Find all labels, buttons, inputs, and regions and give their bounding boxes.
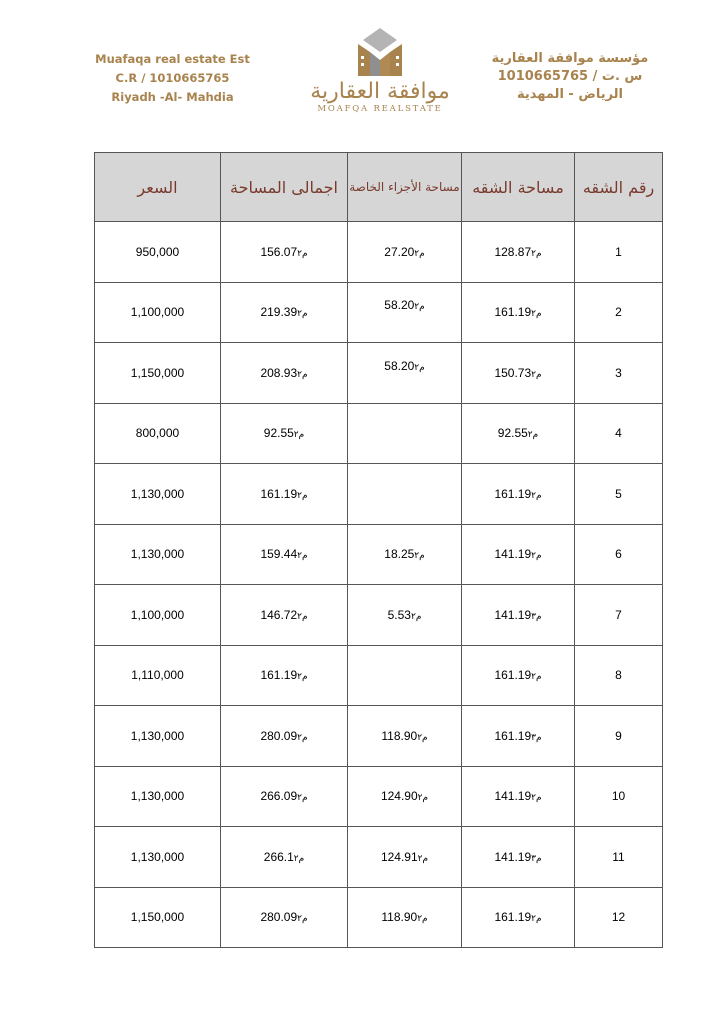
- cell-apartment-number: [575, 827, 663, 888]
- cell-total-area: [221, 766, 348, 827]
- cell-apartment-area-value: 161.19: [494, 305, 532, 320]
- cell-apartment-number: [575, 403, 663, 464]
- cell-price-value: 1,130,000: [130, 486, 185, 501]
- cell-apartment-area-unit: م٣: [531, 852, 542, 863]
- cell-private-area-unit: م٢: [417, 731, 428, 742]
- cell-private-area-value: 58.20: [384, 358, 415, 373]
- cell-private-area-unit: م٢: [417, 913, 428, 924]
- cell-apartment-area-value: 161.19: [494, 728, 532, 743]
- cell-price: [95, 464, 221, 525]
- cell-private-area-unit: م٢: [417, 852, 429, 863]
- cell-total-area: [221, 464, 348, 525]
- cell-price: [95, 706, 221, 767]
- company-name-ar: مؤسسة موافقة العقارية: [491, 51, 649, 66]
- cell-apartment-number: [575, 766, 663, 827]
- table-row: [95, 343, 663, 404]
- cell-price-value: 1,130,000: [130, 547, 185, 562]
- cell-private-area-value: 124.90: [380, 789, 418, 804]
- cell-apartment-area-unit: م٢: [531, 308, 542, 319]
- cell-apartment-number-value: 7: [615, 607, 622, 622]
- table-row: [95, 403, 663, 464]
- cell-apartment-area: [462, 282, 575, 343]
- cell-apartment-number: [575, 585, 663, 646]
- cell-private-area: [348, 887, 462, 948]
- cell-apartment-number-value: 5: [615, 486, 622, 501]
- apartment-price-table: [94, 152, 663, 948]
- cell-total-area-value: 159.44: [260, 547, 298, 562]
- cell-apartment-number: [575, 464, 663, 525]
- cell-total-area: [221, 887, 348, 948]
- cell-price: [95, 585, 221, 646]
- cell-apartment-area: [462, 766, 575, 827]
- cell-total-area-value: 156.07: [260, 244, 298, 259]
- table-row: [95, 222, 663, 283]
- cell-apartment-area: [462, 585, 575, 646]
- cell-private-area-unit: م٢: [414, 247, 425, 258]
- cell-total-area-value: 161.19: [260, 486, 298, 501]
- cell-apartment-area: [462, 524, 575, 585]
- header-total-area: اجمالى المساحة: [221, 153, 348, 222]
- cell-apartment-area-unit: م٢: [531, 247, 542, 258]
- cell-total-area-value: 280.09: [260, 910, 298, 925]
- cell-price-value: 1,150,000: [130, 365, 185, 380]
- cell-price-value: 1,100,000: [130, 607, 185, 622]
- cell-total-area-value: 266.09: [260, 789, 298, 804]
- cell-total-area: [221, 524, 348, 585]
- cell-price-value: 1,100,000: [130, 305, 185, 320]
- commercial-register-ar: س .ت / 1010665765: [497, 69, 643, 84]
- cell-price: [95, 343, 221, 404]
- cell-total-area-unit: م٢: [297, 913, 308, 924]
- cell-total-area-unit: م٢: [293, 852, 305, 863]
- cell-apartment-area: [462, 887, 575, 948]
- cell-apartment-area: [462, 464, 575, 525]
- cell-private-area: [348, 524, 462, 585]
- table-row: [95, 645, 663, 706]
- header-apartment-number: رقم الشقه: [575, 153, 663, 222]
- cell-apartment-area-value: 150.73: [494, 365, 532, 380]
- cell-apartment-number-value: 11: [612, 849, 625, 864]
- cell-apartment-area-value: 141.19: [494, 789, 532, 804]
- cell-apartment-area-value: 141.19: [494, 547, 532, 562]
- cell-private-area: [348, 282, 462, 343]
- cell-private-area: [348, 827, 462, 888]
- cell-price-value: 1,130,000: [130, 849, 185, 864]
- address-ar: الرياض - المهدية: [516, 87, 624, 102]
- cell-price-value: 1,150,000: [130, 910, 185, 925]
- cell-apartment-area-unit: م٢: [531, 550, 542, 561]
- cell-price: [95, 887, 221, 948]
- cell-price-value: 950,000: [135, 244, 180, 259]
- cell-private-area: [348, 766, 462, 827]
- cell-total-area-unit: م٢: [297, 368, 308, 379]
- header-price: السعر: [95, 153, 221, 222]
- cell-private-area-unit: م٢: [414, 301, 425, 312]
- cell-apartment-area: [462, 343, 575, 404]
- cell-private-area-unit: م٢: [410, 610, 422, 621]
- table-row: [95, 706, 663, 767]
- cell-price: [95, 282, 221, 343]
- cell-apartment-area-unit: م٢: [531, 792, 542, 803]
- table-row: [95, 282, 663, 343]
- cell-total-area-value: 219.39: [260, 305, 298, 320]
- cell-private-area-unit: م٢: [414, 550, 425, 561]
- cell-total-area-value: 146.72: [260, 607, 298, 622]
- cell-apartment-number-value: 1: [615, 244, 622, 259]
- cell-apartment-number-value: 3: [615, 365, 622, 380]
- cell-total-area: [221, 403, 348, 464]
- company-info-english: [90, 50, 255, 107]
- cell-apartment-number-value: 12: [611, 910, 626, 925]
- cell-apartment-number: [575, 343, 663, 404]
- cell-private-area: [348, 585, 462, 646]
- cell-apartment-number-value: 4: [615, 426, 622, 441]
- cell-private-area: [348, 343, 462, 404]
- cell-apartment-area-value: 161.19: [494, 910, 532, 925]
- cell-apartment-area: [462, 403, 575, 464]
- cell-private-area: [348, 645, 462, 706]
- cell-private-area-value: 58.20: [384, 298, 415, 313]
- cell-apartment-number-value: 8: [615, 668, 622, 683]
- cell-apartment-area-value: 92.55: [497, 426, 528, 441]
- cell-private-area-unit: م٢: [417, 792, 429, 803]
- header-apartment-area: مساحة الشقه: [462, 153, 575, 222]
- cell-price: [95, 645, 221, 706]
- table-row: [95, 887, 663, 948]
- cell-apartment-number-value: 6: [615, 547, 622, 562]
- cell-apartment-number: [575, 706, 663, 767]
- cell-apartment-area-value: 141.19: [494, 607, 532, 622]
- cell-apartment-number: [575, 645, 663, 706]
- cell-price: [95, 766, 221, 827]
- table-row: [95, 464, 663, 525]
- cell-total-area-unit: م٢: [297, 792, 308, 803]
- cell-private-area: [348, 403, 462, 464]
- cell-total-area: [221, 706, 348, 767]
- cell-price: [95, 403, 221, 464]
- cell-apartment-number: [575, 222, 663, 283]
- cell-total-area-unit: م٢: [297, 308, 308, 319]
- cell-total-area-value: 266.1: [263, 849, 294, 864]
- cell-private-area-value: 5.53: [387, 607, 411, 622]
- cell-total-area: [221, 645, 348, 706]
- table-header-row: [95, 153, 663, 222]
- header-private-area: مساحة الأجزاء الخاصة: [348, 153, 462, 222]
- cell-price: [95, 222, 221, 283]
- company-logo: [300, 26, 460, 118]
- cell-apartment-number-value: 9: [615, 728, 622, 743]
- cell-apartment-area-value: 141.19: [494, 849, 532, 864]
- cell-apartment-area-unit: م٢: [531, 368, 542, 379]
- cell-total-area-unit: م٢: [297, 550, 308, 561]
- cell-total-area: [221, 343, 348, 404]
- table-row: [95, 524, 663, 585]
- cell-apartment-area: [462, 645, 575, 706]
- cell-private-area: [348, 464, 462, 525]
- cell-apartment-area-value: 128.87: [494, 244, 532, 259]
- logo-arabic-name: موافقة العقارية: [310, 79, 450, 104]
- cell-total-area-value: 280.09: [260, 728, 298, 743]
- cell-price-value: 1,130,000: [130, 728, 185, 743]
- cell-private-area-value: 27.20: [384, 244, 415, 259]
- cell-private-area-value: 18.25: [384, 547, 415, 562]
- cell-apartment-area-value: 161.19: [494, 486, 532, 501]
- cell-apartment-number: [575, 524, 663, 585]
- cell-private-area-value: 118.90: [381, 728, 418, 743]
- table-row: [95, 766, 663, 827]
- table-row: [95, 827, 663, 888]
- cell-apartment-area-unit: م٢: [527, 429, 539, 440]
- commercial-register-en: C.R / 1010665765: [115, 71, 230, 85]
- address-en: Riyadh -Al- Mahdia: [111, 90, 234, 104]
- cell-apartment-area-unit: م٢: [531, 913, 542, 924]
- cell-price-value: 1,130,000: [130, 789, 185, 804]
- cell-apartment-area: [462, 222, 575, 283]
- cell-price: [95, 524, 221, 585]
- cell-total-area-value: 208.93: [260, 365, 298, 380]
- cell-apartment-area-unit: م٣: [531, 731, 542, 742]
- cell-price-value: 1,110,000: [131, 668, 184, 683]
- cell-private-area-value: 124.91: [380, 849, 418, 864]
- cell-total-area-unit: م٢: [297, 731, 308, 742]
- cell-apartment-number: [575, 282, 663, 343]
- cell-apartment-area: [462, 706, 575, 767]
- cell-apartment-number: [575, 887, 663, 948]
- cell-private-area-value: 118.90: [381, 910, 418, 925]
- cell-total-area-value: 92.55: [263, 426, 294, 441]
- table-row: [95, 585, 663, 646]
- cell-apartment-area-unit: م٢: [531, 671, 542, 682]
- cell-private-area-unit: م٢: [414, 361, 425, 372]
- cell-total-area-unit: م٢: [293, 429, 305, 440]
- cell-total-area-value: 161.19: [260, 668, 298, 683]
- cell-total-area: [221, 222, 348, 283]
- cell-price-value: 800,000: [135, 426, 180, 441]
- cell-private-area: [348, 706, 462, 767]
- cell-private-area: [348, 222, 462, 283]
- logo-english-name: MOAFQA REALSTATE: [317, 104, 443, 114]
- cell-apartment-number-value: 10: [611, 789, 626, 804]
- building-logo-icon: [352, 26, 408, 78]
- cell-total-area-unit: م٢: [297, 610, 308, 621]
- cell-apartment-area-unit: م٣: [531, 610, 542, 621]
- cell-price: [95, 827, 221, 888]
- company-name-en: Muafaqa real estate Est: [95, 52, 250, 66]
- cell-total-area: [221, 585, 348, 646]
- cell-total-area: [221, 827, 348, 888]
- cell-apartment-number-value: 2: [615, 305, 622, 320]
- cell-apartment-area-value: 161.19: [494, 668, 532, 683]
- cell-apartment-area-unit: م٢: [531, 489, 542, 500]
- cell-total-area: [221, 282, 348, 343]
- company-info-arabic: [470, 50, 670, 104]
- cell-apartment-area: [462, 827, 575, 888]
- cell-total-area-unit: م٢: [297, 671, 308, 682]
- cell-total-area-unit: م٢: [297, 247, 308, 258]
- cell-total-area-unit: م٢: [297, 489, 308, 500]
